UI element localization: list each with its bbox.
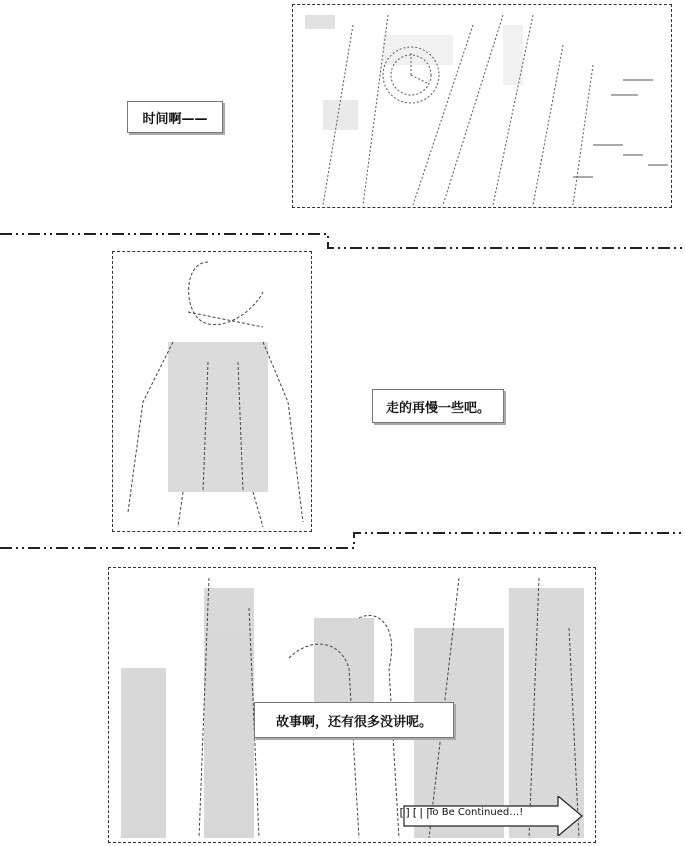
caption-time: 时间啊—— [127,101,223,133]
tbc-bracket: [][|| [398,806,432,819]
tbc-label: To Be Continued…! [428,807,524,818]
to-be-continued-arrow [398,796,584,836]
panel-figure [112,251,312,532]
caption-story: 故事啊，还有很多没讲呢。 [254,702,454,738]
caption-slow: 走的再慢一些吧。 [372,389,504,423]
standing-figure-icon [113,252,312,532]
